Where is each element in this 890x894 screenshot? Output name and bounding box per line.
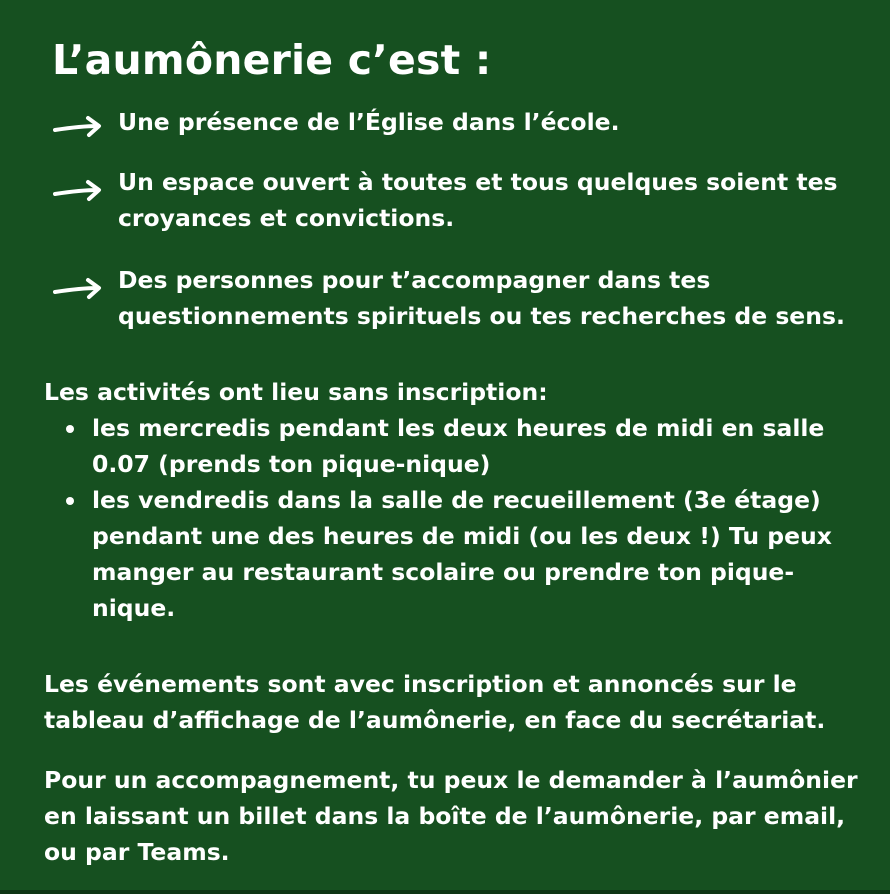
arrow-right-icon [52,114,104,140]
activities-section [44,374,874,626]
list-item [44,410,874,482]
arrow-right-icon [52,178,104,204]
point-text: Une présence de l’Église dans l’école. [118,108,620,136]
point-text: Des personnes pour t’accompagner dans tes questionnements spirituels ou tes recherches de sens. [118,266,845,330]
bullet-dot-icon [66,497,74,505]
accompaniment-paragraph: Pour un accompagnement, tu peux le demander à l’aumônier en laissant un billet dans la boîte de l’aumônerie, par email, ou par Teams. [44,766,858,866]
list-item-text: les mercredis pendant les deux heures de midi en salle 0.07 (prends ton pique-nique) [92,414,825,478]
list-item-text: les vendredis dans la salle de recueillement (3e étage) pendant une des heures de midi (ou les deux !) Tu peux manger au restaurant scolaire ou prendre ton pique-nique. [92,486,832,622]
page-title: L’aumônerie c’est : [52,36,492,84]
arrow-right-icon [52,276,104,302]
bullet-dot-icon [66,425,74,433]
events-paragraph: Les événements sont avec inscription et annoncés sur le tableau d’affichage de l’aumônerie, en face du secrétariat. [44,670,826,734]
list-item [44,482,874,626]
activities-intro: Les activités ont lieu sans inscription: [44,378,548,406]
activities-list [44,410,874,626]
point-text: Un espace ouvert à toutes et tous quelques soient tes croyances et convictions. [118,168,838,232]
